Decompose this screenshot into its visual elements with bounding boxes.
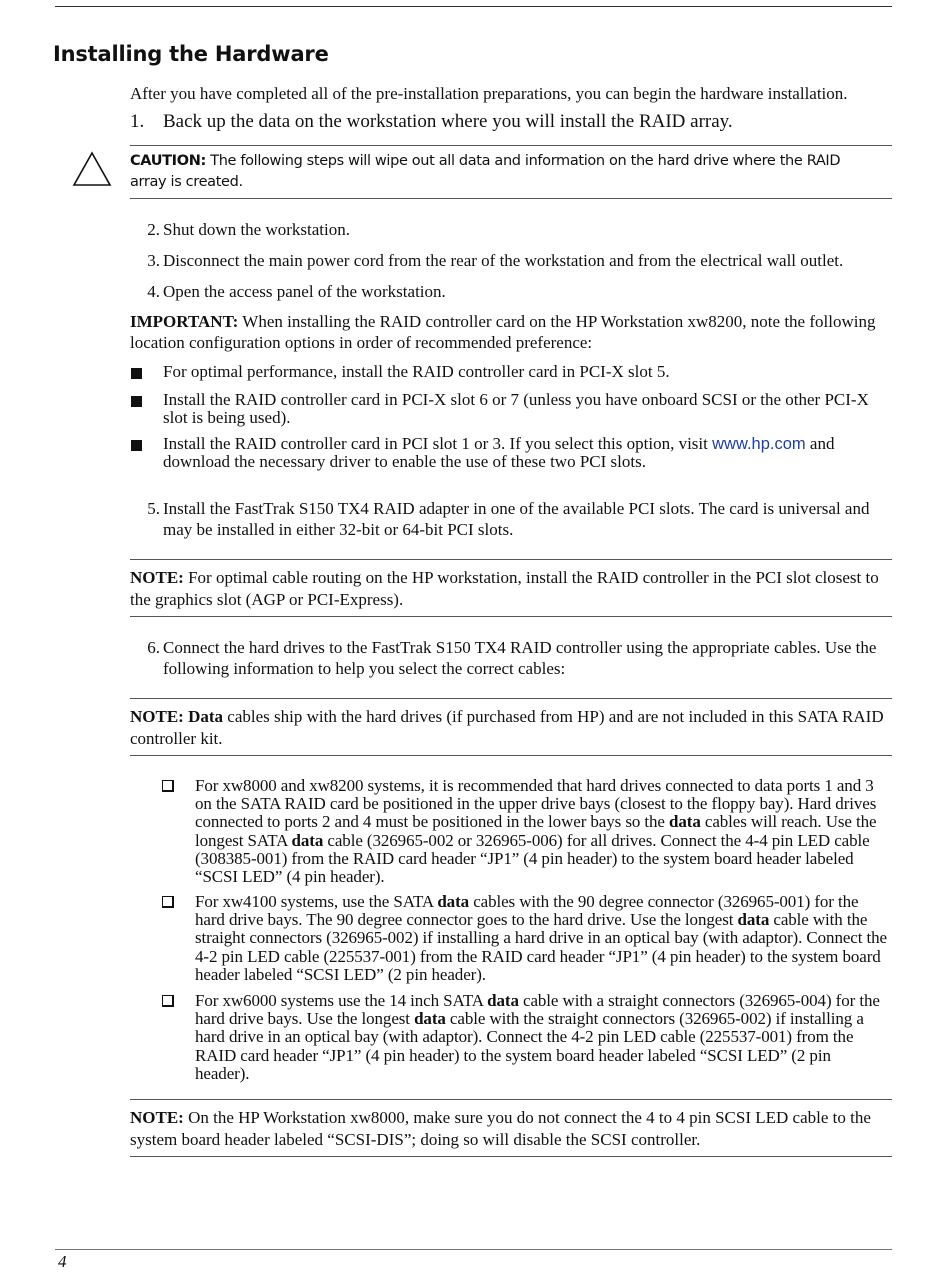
- caution-bottom-rule: [130, 198, 892, 199]
- intro-paragraph: After you have completed all of the pre-installation preparations, you can begin the hardware installation.: [130, 84, 848, 103]
- warning-triangle-icon: [72, 151, 112, 187]
- step-text: Disconnect the main power cord from the rear of the workstation and from the electrical wall outlet.: [163, 251, 844, 270]
- caution-label: CAUTION:: [130, 153, 206, 169]
- caution-notice: [130, 151, 870, 193]
- step-text: Install the FastTrak S150 TX4 RAID adapter in one of the available PCI slots. The card is universal and may be installed in either 32-bit or 64-bit PCI slots.: [163, 499, 870, 539]
- important-text: When installing the RAID controller card on the HP Workstation xw8200, note the following location configuration options in order of recommended preference:: [130, 312, 876, 352]
- note-3-bottom-rule: [130, 1156, 892, 1157]
- note-label: NOTE:: [130, 1108, 184, 1127]
- step-number: 1.: [130, 111, 145, 132]
- checkbox-bullet-icon: [162, 780, 174, 792]
- square-bullet-icon: [131, 368, 142, 379]
- step-number: 5.: [147, 499, 160, 518]
- list-item-text: For xw8000 and xw8200 systems, it is recommended that hard drives connected to data ports 1 and 3 on the SATA RAID card be positioned in the upper drive bays (closest to the floppy bay). Hard drives connected to ports 2 and 4 must be positioned in the lower bays so the data cables will reach. Use the longest SATA data cable (326965-002 or 326965-006) for all drives. Connect the 4-4 pin LED cable (308385-001) from the RAID card header “JP1” (4 pin header) to the system board header labeled “SCSI LED” (4 pin header).: [195, 776, 877, 887]
- bullet-text: For optimal performance, install the RAID controller card in PCI-X slot 5.: [163, 362, 670, 381]
- step-text: Open the access panel of the workstation.: [163, 282, 446, 301]
- step-text: Connect the hard drives to the FastTrak S150 TX4 RAID controller using the appropriate cables. Use the following information to help you select the correct cables:: [163, 638, 877, 678]
- list-item-text: For xw4100 systems, use the SATA data cables with the 90 degree connector (326965-001) for the hard drive bays. The 90 degree connector goes to the hard drive. Use the longest data cable with the straight connectors (326965-002) if installing a hard drive in an optical bay (with adaptor). Connect the 4-2 pin LED cable (225537-001) from the RAID card header “JP1” (4 pin header) to the system board header labeled “SCSI LED” (2 pin header).: [195, 892, 887, 984]
- note-1-bottom-rule: [130, 616, 892, 617]
- header-rule: [55, 6, 892, 7]
- caution-text: The following steps will wipe out all data and information on the hard drive where the RAID array is created.: [130, 153, 841, 190]
- step-number: 3.: [147, 251, 160, 270]
- important-notice: [130, 311, 890, 353]
- square-bullet-icon: [131, 440, 142, 451]
- list-item-text: For xw6000 systems use the 14 inch SATA data cable with a straight connectors (326965-004) for the hard drive bays. Use the longest data cable with the straight connectors (326965-002) if installing a hard drive in an optical bay (with adaptor). Connect the 4-2 pin LED cable (225537-001) from the RAID card header “JP1” (4 pin header) to the system board header labeled “SCSI LED” (2 pin header).: [195, 991, 880, 1083]
- note-cable-routing: NOTE: For optimal cable routing on the HP workstation, install the RAID controller in the PCI slot closest to the graphics slot (AGP or PCI-Express).: [130, 568, 879, 609]
- step-number: 6.: [147, 638, 160, 657]
- hp-website-link[interactable]: www.hp.com: [712, 435, 806, 453]
- note-2-bottom-rule: [130, 755, 892, 756]
- step-number: 2.: [147, 220, 160, 239]
- page-title: Installing the Hardware: [53, 42, 329, 66]
- square-bullet-icon: [131, 396, 142, 407]
- page-number: 4: [58, 1252, 67, 1271]
- important-label: IMPORTANT:: [130, 312, 239, 331]
- bullet-text: Install the RAID controller card in PCI-X slot 6 or 7 (unless you have onboard SCSI or the other PCI-X slot is being used).: [163, 390, 869, 427]
- note-label: NOTE:: [130, 568, 184, 587]
- checkbox-bullet-icon: [162, 896, 174, 908]
- note-2-top-rule: [130, 698, 892, 699]
- note-1-top-rule: [130, 559, 892, 560]
- step-number: 4.: [147, 282, 160, 301]
- note-scsi-dis: NOTE: On the HP Workstation xw8000, make sure you do not connect the 4 to 4 pin SCSI LED cable to the system board header labeled “SCSI-DIS”; doing so will disable the SCSI controller.: [130, 1108, 871, 1149]
- note-3-top-rule: [130, 1099, 892, 1100]
- note-label: NOTE:: [130, 707, 184, 726]
- bullet-text: Install the RAID controller card in PCI slot 1 or 3. If you select this option, visit www.hp.com and download the necessary driver to enable the use of these two PCI slots.: [163, 434, 835, 471]
- checkbox-bullet-icon: [162, 995, 174, 1007]
- caution-top-rule: [130, 145, 892, 146]
- note-data-cables: NOTE: Data cables ship with the hard drives (if purchased from HP) and are not included in this SATA RAID controller kit.: [130, 707, 884, 748]
- footer-rule: [55, 1249, 892, 1250]
- step-text: Back up the data on the workstation where you will install the RAID array.: [163, 111, 733, 132]
- step-text: Shut down the workstation.: [163, 220, 350, 239]
